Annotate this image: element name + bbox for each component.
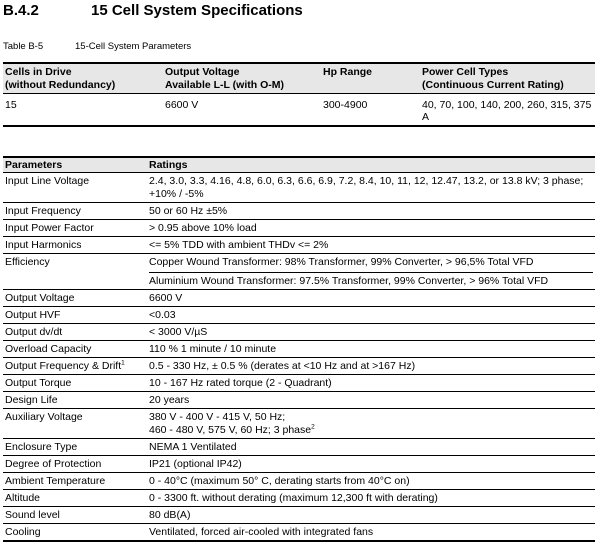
table-caption bbox=[3, 41, 191, 52]
header-hp-range: Hp Range bbox=[321, 63, 420, 94]
parameter-name: Input Line Voltage bbox=[3, 173, 147, 203]
parameter-rating: 110 % 1 minute / 10 minute bbox=[147, 341, 595, 358]
table-row bbox=[3, 507, 595, 524]
table-row bbox=[3, 490, 595, 507]
parameter-rating: Copper Wound Transformer: 98% Transformer, 99% Converter, > 96,5% Total VFD Aluminium Wound Transformer: 97.5% Transformer, 99% Converter, > 96% Total VFD bbox=[147, 254, 595, 290]
parameter-rating-line2: 460 - 480 V, 575 V, 60 Hz; 3 phase$^2$ bbox=[149, 423, 315, 436]
parameter-rating: <0.03 bbox=[147, 307, 595, 324]
parameter-rating: 6600 V bbox=[147, 290, 595, 307]
table-row bbox=[3, 307, 595, 324]
table-row bbox=[3, 173, 595, 203]
parameter-name: Output HVF bbox=[3, 307, 147, 324]
parameter-rating: <= 5% TDD with ambient THDv <= 2% bbox=[147, 237, 595, 254]
table-row bbox=[3, 524, 595, 542]
parameter-name: Enclosure Type bbox=[3, 439, 147, 456]
parameter-rating: Ventilated, forced air-cooled with integrated fans bbox=[147, 524, 595, 542]
parameter-rating: 2.4, 3.0, 3.3, 4.16, 4.8, 6.0, 6.3, 6.6, 6.9, 7.2, 8.4, 10, 11, 12, 12.47, 13.2, or 13.8 kV; 3 phase; +10% / -5% bbox=[147, 173, 595, 203]
header-cells-in-drive: Cells in Drive (without Redundancy) bbox=[3, 63, 163, 94]
header-output-voltage: Output Voltage Available L-L (with O-M) bbox=[163, 63, 321, 94]
table-row bbox=[3, 237, 595, 254]
table-header-row bbox=[3, 157, 595, 173]
table-row bbox=[3, 203, 595, 220]
table-row bbox=[3, 439, 595, 456]
table-caption-id: Table B-5 bbox=[3, 41, 44, 52]
table-row bbox=[3, 473, 595, 490]
parameter-rating: 10 - 167 Hz rated torque (2 - Quadrant) bbox=[147, 375, 595, 392]
parameter-rating: 20 years bbox=[147, 392, 595, 409]
header-parameters: Parameters bbox=[3, 157, 147, 173]
parameter-name: Sound level bbox=[3, 507, 147, 524]
parameter-name: Output Voltage bbox=[3, 290, 147, 307]
parameter-rating: IP21 (optional IP42) bbox=[147, 456, 595, 473]
parameter-name: Input Frequency bbox=[3, 203, 147, 220]
table-row bbox=[3, 94, 595, 127]
parameter-rating: > 0.95 above 10% load bbox=[147, 220, 595, 237]
header-ratings: Ratings bbox=[147, 157, 595, 173]
table-row bbox=[3, 409, 595, 439]
table-header-row bbox=[3, 63, 595, 94]
parameter-rating: 0 - 40°C (maximum 50° C, derating starts from 40°C on) bbox=[147, 473, 595, 490]
parameter-name: Auxiliary Voltage bbox=[3, 409, 147, 439]
parameter-rating: 0.5 - 330 Hz, ± 0.5 % (derates at <10 Hz and at >167 Hz) bbox=[147, 358, 595, 375]
parameter-rating: NEMA 1 Ventilated bbox=[147, 439, 595, 456]
table-row bbox=[3, 375, 595, 392]
cell-cells-in-drive: 15 bbox=[3, 94, 163, 127]
parameter-name: Efficiency bbox=[3, 254, 147, 290]
section-number: B.4.2 bbox=[3, 2, 39, 19]
footnote-marker: 1 bbox=[121, 359, 125, 367]
parameter-rating: 50 or 60 Hz ±5% bbox=[147, 203, 595, 220]
parameter-name: Input Harmonics bbox=[3, 237, 147, 254]
parameter-rating: 0 - 3300 ft. without derating (maximum 12,300 ft with derating) bbox=[147, 490, 595, 507]
parameter-name: Overload Capacity bbox=[3, 341, 147, 358]
cell-power-cell-types: 40, 70, 100, 140, 200, 260, 315, 375 A bbox=[420, 94, 595, 127]
cell-hp-range: 300-4900 bbox=[321, 94, 420, 127]
parameter-name: Input Power Factor bbox=[3, 220, 147, 237]
parameter-rating: 80 dB(A) bbox=[147, 507, 595, 524]
table-row bbox=[3, 392, 595, 409]
table-row bbox=[3, 290, 595, 307]
table-row bbox=[3, 220, 595, 237]
section-title: 15 Cell System Specifications bbox=[91, 2, 303, 19]
parameter-name: Output Torque bbox=[3, 375, 147, 392]
parameter-name: Design Life bbox=[3, 392, 147, 409]
parameter-name: Degree of Protection bbox=[3, 456, 147, 473]
table-row bbox=[3, 324, 595, 341]
table-row bbox=[3, 456, 595, 473]
parameter-name: Ambient Temperature bbox=[3, 473, 147, 490]
parameter-name: Cooling bbox=[3, 524, 147, 542]
table-row bbox=[3, 254, 595, 290]
footnote-marker: 2 bbox=[311, 423, 315, 431]
header-power-cell-types: Power Cell Types (Continuous Current Rating) bbox=[420, 63, 595, 94]
table-caption-text: 15-Cell System Parameters bbox=[75, 41, 192, 52]
cell-configuration-table bbox=[3, 62, 595, 127]
section-heading bbox=[3, 2, 303, 19]
parameters-table bbox=[3, 156, 595, 542]
parameter-name: Altitude bbox=[3, 490, 147, 507]
parameter-name: Output Frequency & Drift$^1$ bbox=[3, 358, 147, 375]
parameter-rating: 380 V - 400 V - 415 V, 50 Hz; 460 - 480 V, 575 V, 60 Hz; 3 phase$^2$ bbox=[147, 409, 595, 439]
table-row bbox=[3, 358, 595, 375]
cell-output-voltage: 6600 V bbox=[163, 94, 321, 127]
table-row bbox=[3, 341, 595, 358]
parameter-rating: < 3000 V/µS bbox=[147, 324, 595, 341]
parameter-name: Output dv/dt bbox=[3, 324, 147, 341]
parameter-rating-secondary: Aluminium Wound Transformer: 97.5% Transformer, 99% Converter, > 96% Total VFD bbox=[149, 272, 593, 288]
